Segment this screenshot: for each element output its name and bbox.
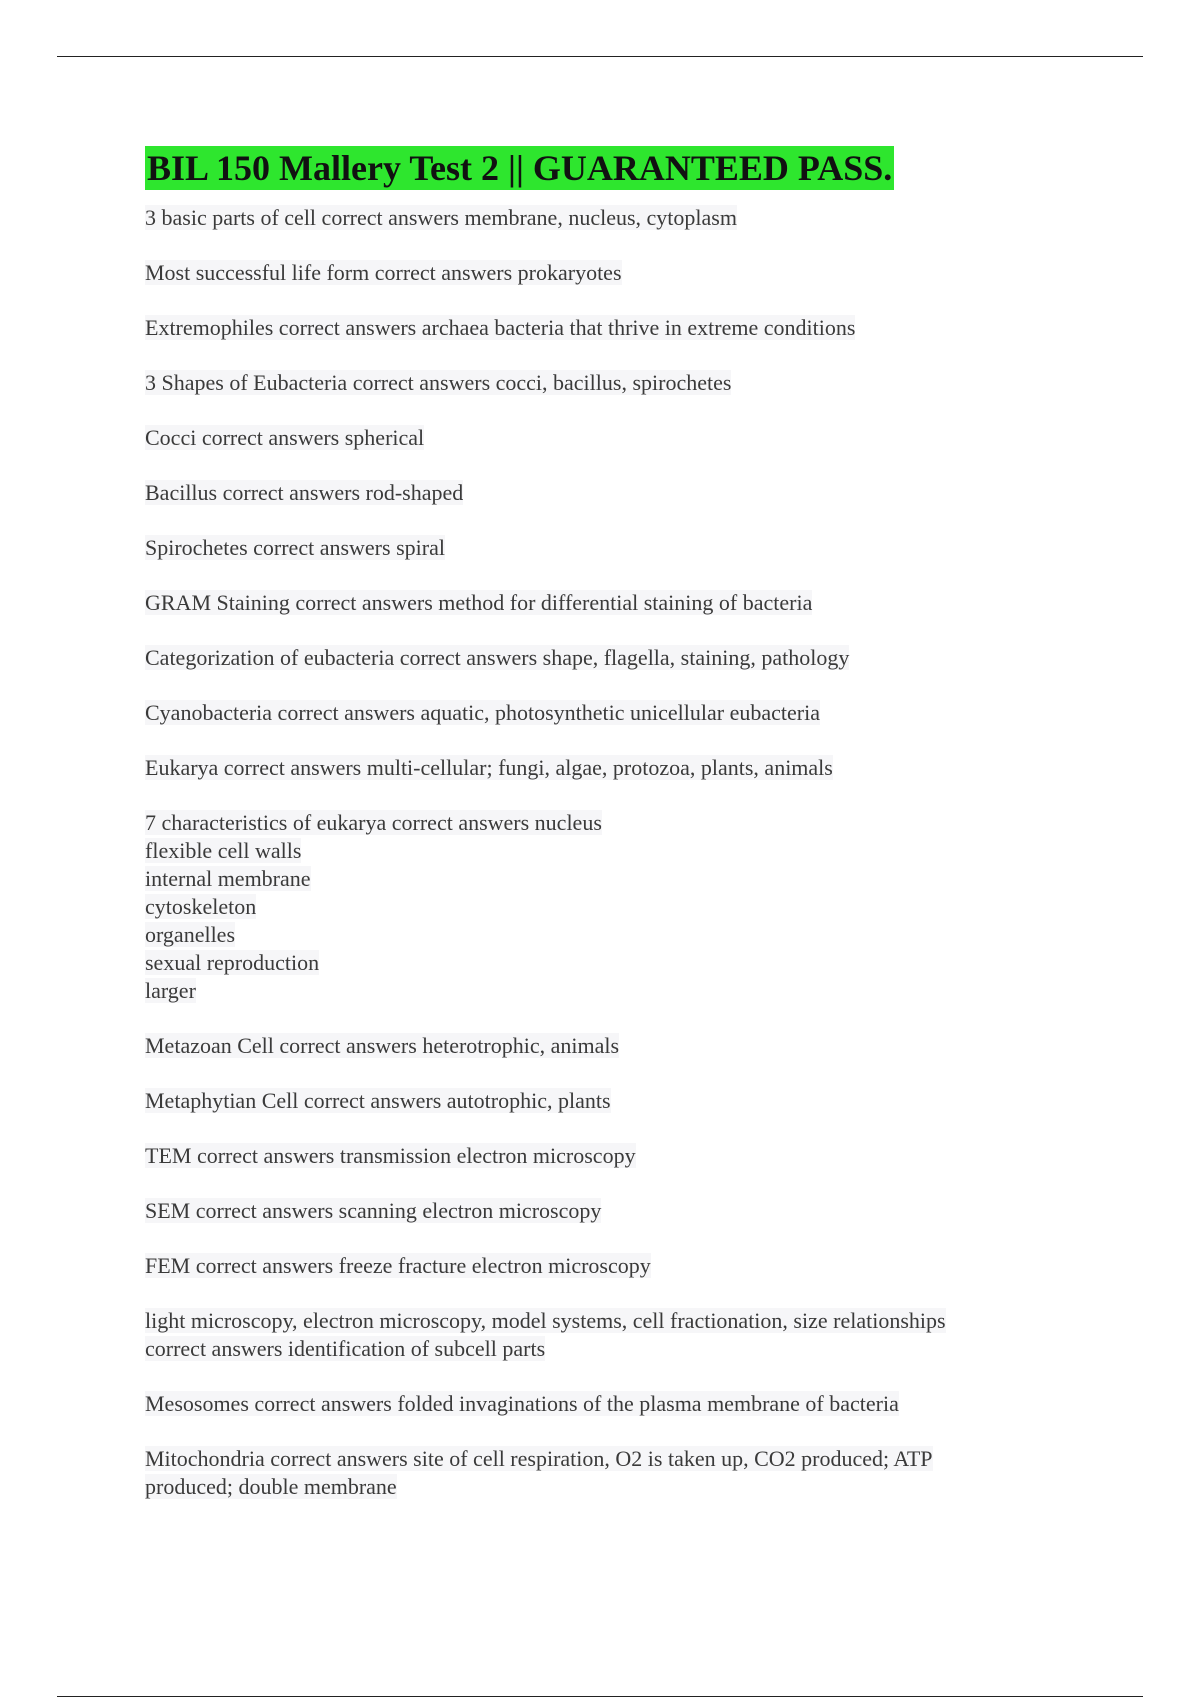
entry-line: produced; double membrane <box>145 1474 397 1499</box>
flashcard-entry-mesosomes: Mesosomes correct answers folded invaginations of the plasma membrane of bacteria <box>145 1391 899 1416</box>
list-line: 7 characteristics of eukarya correct answers nucleus <box>145 810 602 835</box>
entry-line: correct answers identification of subcell parts <box>145 1336 546 1361</box>
top-rule <box>57 56 1143 57</box>
flashcard-entry: Most successful life form correct answers prokaryotes <box>145 260 622 285</box>
document-title: BIL 150 Mallery Test 2 || GUARANTEED PASS. <box>147 148 893 188</box>
flashcard-entry: Extremophiles correct answers archaea bacteria that thrive in extreme conditions <box>145 315 856 340</box>
flashcard-entry: Cocci correct answers spherical <box>145 425 425 450</box>
flashcard-entry: Categorization of eubacteria correct answers shape, flagella, staining, pathology <box>145 645 850 670</box>
flashcard-entry-eukarya-characteristics <box>145 809 1045 1005</box>
flashcard-entry: Bacillus correct answers rod-shaped <box>145 480 464 505</box>
flashcard-entry: SEM correct answers scanning electron microscopy <box>145 1198 602 1223</box>
flashcard-entry-mitochondria <box>145 1445 1045 1501</box>
flashcard-entry: 3 basic parts of cell correct answers membrane, nucleus, cytoplasm <box>145 205 737 230</box>
bottom-rule <box>57 1696 1143 1697</box>
list-line: internal membrane <box>145 866 311 891</box>
document-body <box>145 146 1045 1528</box>
flashcard-entry: TEM correct answers transmission electron microscopy <box>145 1143 636 1168</box>
list-line: sexual reproduction <box>145 950 320 975</box>
entry-line: light microscopy, electron microscopy, model systems, cell fractionation, size relationships <box>145 1308 946 1333</box>
list-line: cytoskeleton <box>145 894 257 919</box>
entry-line: Mitochondria correct answers site of cell respiration, O2 is taken up, CO2 produced; ATP <box>145 1446 933 1471</box>
list-line: flexible cell walls <box>145 838 302 863</box>
flashcard-entry: Spirochetes correct answers spiral <box>145 535 445 560</box>
flashcard-entry: GRAM Staining correct answers method for differential staining of bacteria <box>145 590 813 615</box>
flashcard-entry: Eukarya correct answers multi-cellular; fungi, algae, protozoa, plants, animals <box>145 755 833 780</box>
flashcard-entry: Metaphytian Cell correct answers autotrophic, plants <box>145 1088 611 1113</box>
flashcard-entry: Cyanobacteria correct answers aquatic, photosynthetic unicellular eubacteria <box>145 700 820 725</box>
list-line: larger <box>145 978 196 1003</box>
flashcard-entry: FEM correct answers freeze fracture electron microscopy <box>145 1253 651 1278</box>
flashcard-entry: 3 Shapes of Eubacteria correct answers cocci, bacillus, spirochetes <box>145 370 732 395</box>
flashcard-entry: Metazoan Cell correct answers heterotrophic, animals <box>145 1033 620 1058</box>
flashcard-entry-subcell-parts <box>145 1307 1045 1363</box>
list-line: organelles <box>145 922 236 947</box>
